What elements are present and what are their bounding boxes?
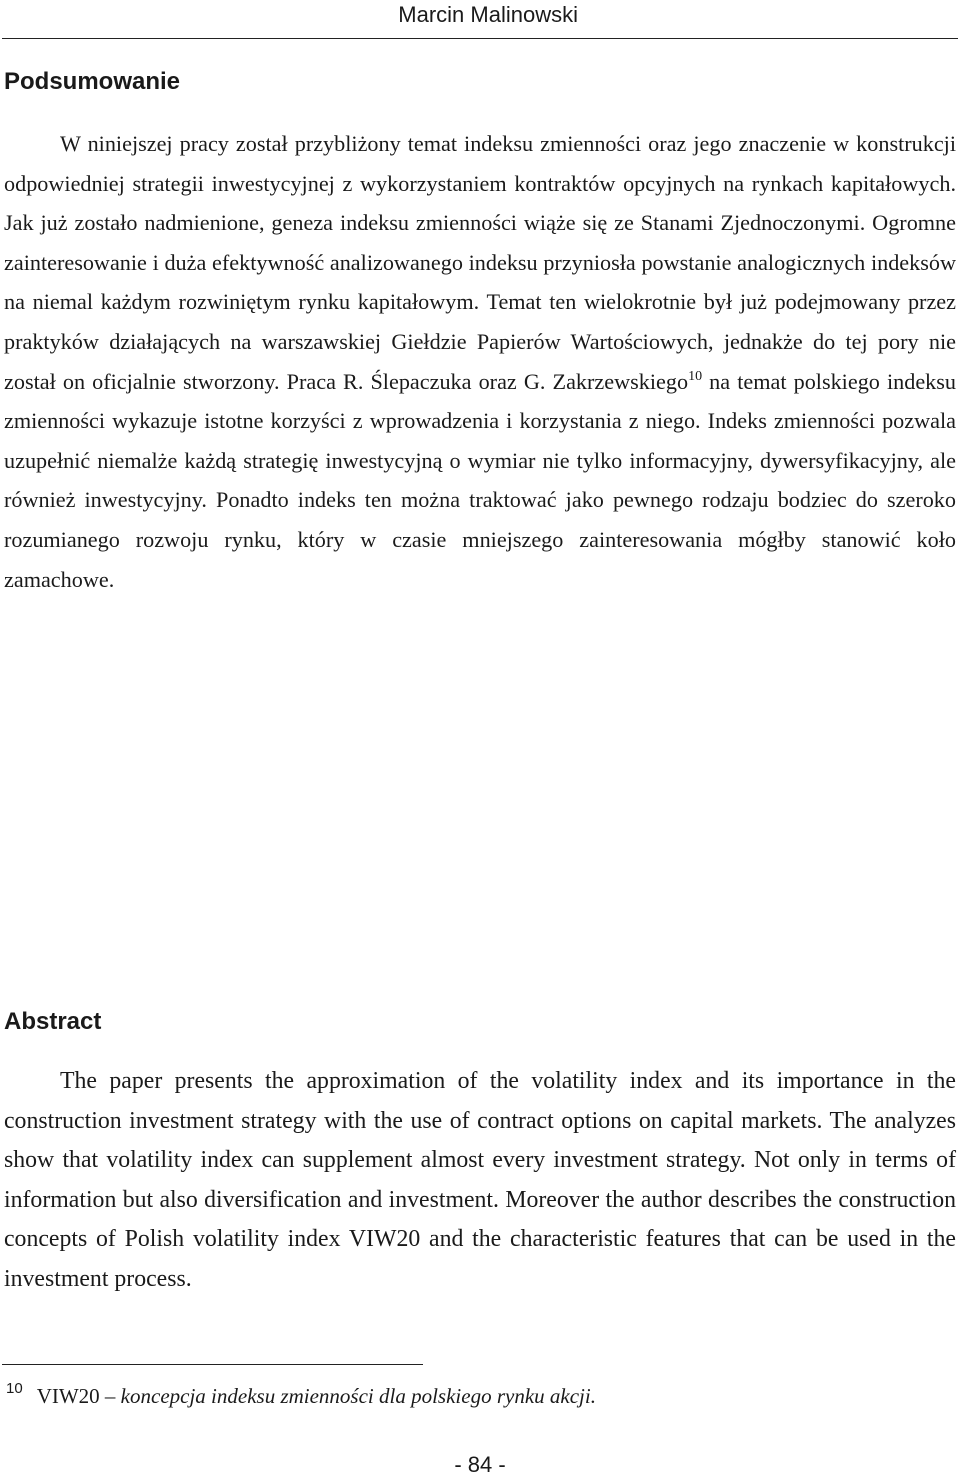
footnote-reference[interactable]: 10 (688, 368, 703, 384)
footnote (6, 1380, 946, 1412)
running-header-author: Marcin Malinowski (398, 2, 578, 27)
abstract-paragraph: The paper presents the approximation of the volatility index and its importance in the construction investment strategy with the use of contract options on capital markets. The analyzes show that volatility index can supplement almost every investment strategy. Not only in terms of information but also diversification and investment. Moreover the author describes the construction concepts of Polish volatility index VIW20 and the characteristic features that can be used in the investment process. (4, 1068, 956, 1292)
footnote-description: koncepcja indeksu zmienności dla polskiego rynku akcji. (120, 1384, 596, 1408)
summary-heading: Podsumowanie (4, 68, 181, 95)
summary-text-part2: na temat polskiego indeksu zmienności wykazuje istotne korzyści z wprowadzenia i korzystania z niego. Indeks zmienności pozwala uzupełnić niemalże każdą strategię inwestycyjną o wymiar nie tylko informacyjny, dywersyfikacyjny, ale również inwestycyjny. Ponadto indeks ten można traktować jako pewnego rodzaju bodziec do szeroko rozumianego rozwoju rynku, który w czasie mniejszego zainteresowania mógłby stanowić koło zamachowe. (4, 368, 956, 592)
footnote-term: VIW20 – (36, 1384, 121, 1408)
header-rule (2, 38, 958, 39)
footnote-number: 10 (6, 1380, 23, 1397)
page-number: - 84 - (454, 1452, 506, 1477)
footnote-text (37, 1384, 596, 1408)
abstract-heading: Abstract (4, 1008, 102, 1035)
footnote-rule (2, 1364, 423, 1365)
summary-paragraph (4, 124, 956, 599)
summary-text-part1: W niniejszej pracy został przybliżony temat indeksu zmienności oraz jego znaczenie w konstrukcji odpowiedniej strategii inwestycyjnej z wykorzystaniem kontraktów opcyjnych na rynkach kapitałowych. Jak już zostało nadmienione, geneza indeksu zmienności wiąże się ze Stanami Zjednoczonymi. Ogromne zainteresowanie i duża efektywność analizowanego indeksu przyniosła powstanie analogicznych indeksów na niemal każdym rozwiniętym rynku kapitałowym. Temat ten wielokrotnie był już podejmowany przez praktyków działających na warszawskiej Giełdzie Papierów Wartościowych, jednakże do tej pory nie został on oficjalnie stworzony. Praca R. Ślepaczuka oraz G. Zakrzewskiego (4, 131, 956, 394)
